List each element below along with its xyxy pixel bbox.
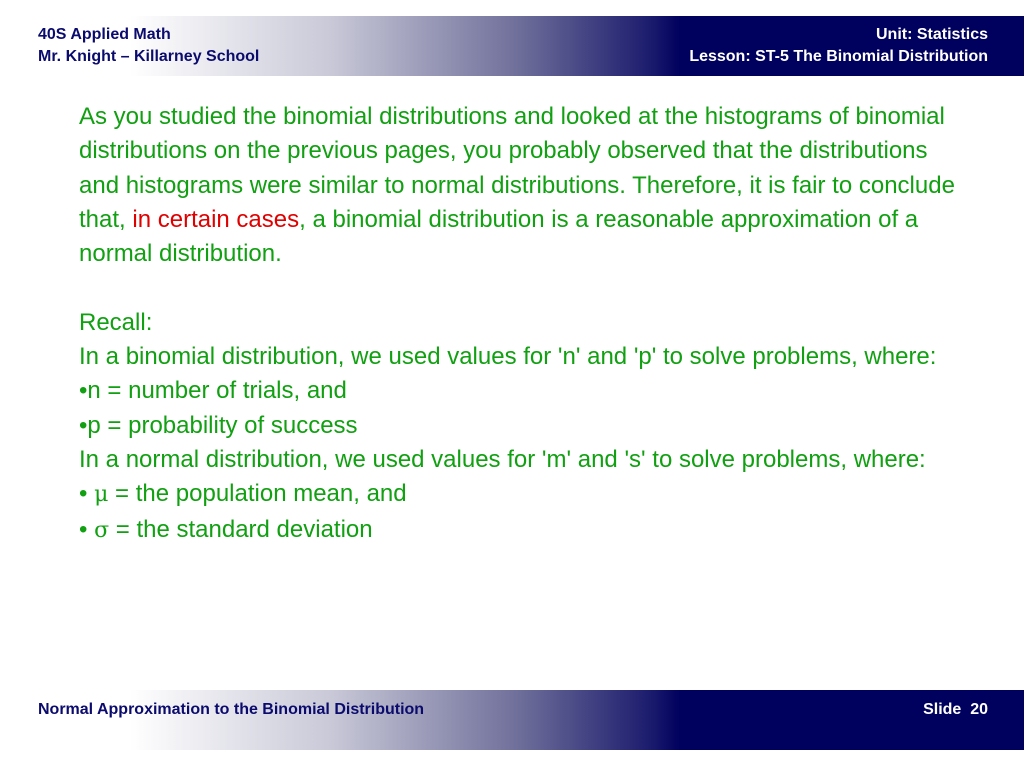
intro-paragraph [79,100,959,271]
bullet-sigma-text: = the standard deviation [109,515,373,543]
footer-title: Normal Approximation to the Binomial Distribution [38,701,425,718]
normal-intro: In a normal distribution, we used values for 'm' and 's' to solve problems, where: [79,445,926,473]
bullet-sigma-marker: • [79,515,95,543]
header-left [38,24,259,68]
header-band [0,16,1024,76]
footer-band [0,690,1024,750]
lesson-label: Lesson: ST-5 The Binomial Distribution [689,48,988,65]
slide-number-block [923,699,988,721]
bullet-mu [79,477,959,512]
intro-highlight: in certain cases [132,205,300,233]
slide-number: 20 [970,701,988,718]
header-right [689,24,988,68]
recall-heading: Recall: [79,308,153,336]
binomial-intro: In a binomial distribution, we used values for 'n' and 'p' to solve problems, where: [79,343,937,371]
mu-symbol: μ [94,482,109,508]
bullet-mu-text: = the population mean, and [108,480,407,508]
teacher-school: Mr. Knight – Killarney School [38,48,260,65]
slide-label: Slide [923,701,962,718]
bullet-n: •n = number of trials, and [79,377,347,405]
intro-text-start: As you studied the binomial distributions and looked at the histograms of binomial distributions on the previous pages, you probably observed that the distributions and histograms were similar to normal distributions. Therefore, it is fair to conclude that, [79,103,955,233]
slide-body [79,100,959,548]
bullet-p: •p = probability of success [79,411,358,439]
course-title: 40S Applied Math [38,26,171,43]
intro-text-end: , a binomial distribution is a reasonable approximation of a normal distribution. [79,205,919,268]
bullet-sigma [79,513,959,548]
sigma-symbol: σ [94,517,110,543]
paragraph-gap [79,271,959,305]
unit-label: Unit: Statistics [875,26,988,43]
bullet-mu-marker: • [79,480,95,508]
